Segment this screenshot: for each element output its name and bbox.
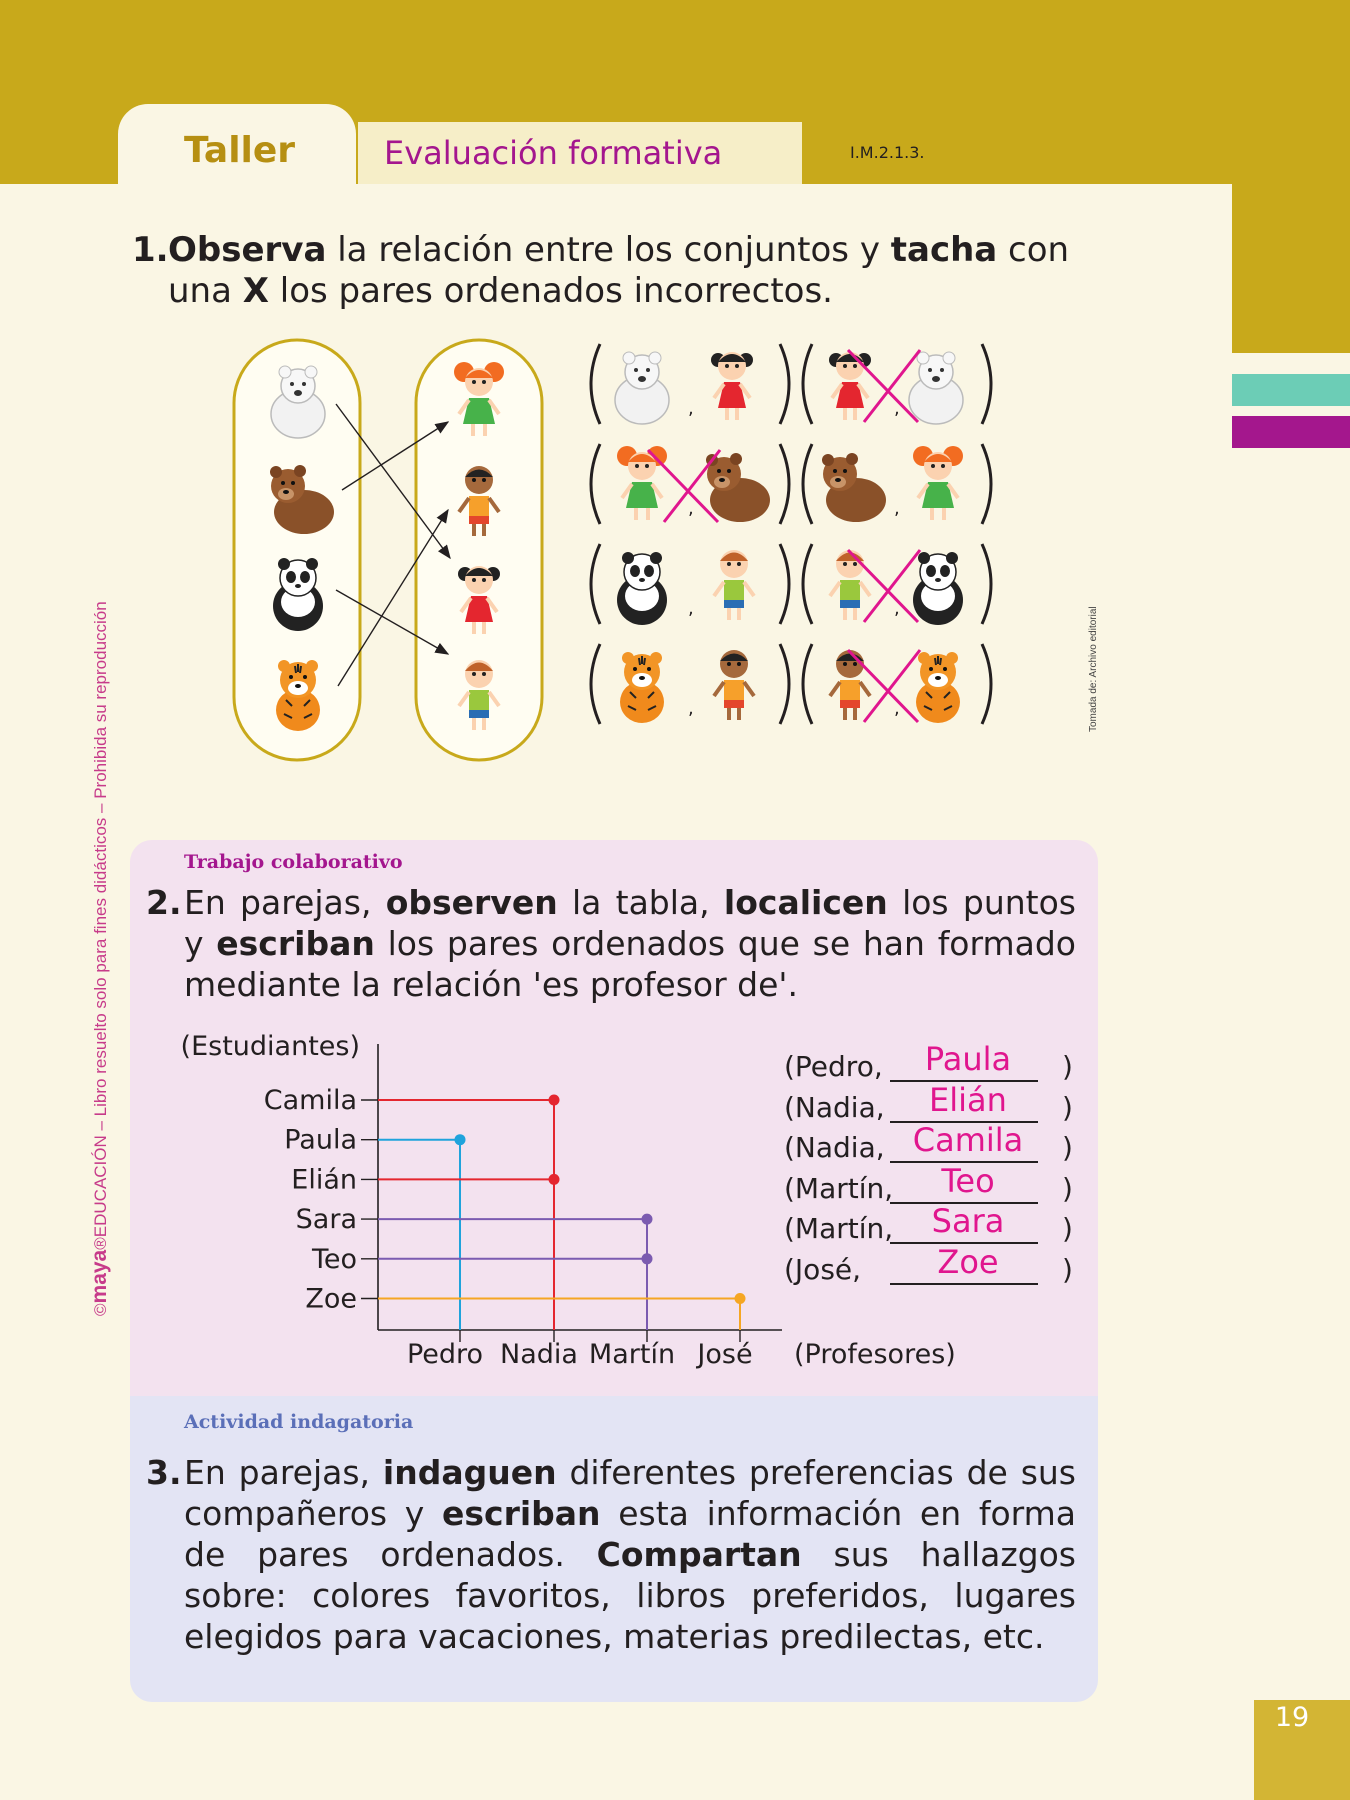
pair-answer[interactable]: Zoe xyxy=(937,1242,999,1281)
svg-text:,: , xyxy=(894,398,900,419)
text-span: diferentes preferencias de sus compañeros y xyxy=(184,1453,1077,1533)
ordered-pair xyxy=(591,544,789,625)
y-axis-label: (Estudiantes) xyxy=(180,1031,360,1062)
svg-text:,: , xyxy=(894,498,900,519)
svg-text:,: , xyxy=(688,598,694,619)
text-span: la relación entre los conjuntos y xyxy=(326,230,891,270)
question-number: 1. xyxy=(132,230,169,270)
question-number: 2. xyxy=(146,883,182,922)
text-span: los puntos y xyxy=(184,883,1076,963)
svg-text:,: , xyxy=(894,598,900,619)
keyword: Observa xyxy=(168,230,327,270)
ordered-pair xyxy=(591,644,789,724)
ordered-pair xyxy=(803,344,991,424)
svg-text:,: , xyxy=(688,498,694,519)
text-span: los pares ordenados que se han formado mediante la relación 'es profesor de'. xyxy=(184,924,1076,1004)
text-span: la tabla, xyxy=(557,883,724,922)
question-2 xyxy=(146,882,1076,1005)
side-band xyxy=(1232,0,1350,353)
pair-answer[interactable]: Elián xyxy=(929,1080,1007,1119)
copyright-suffix: ®EDUCACIÓN – Libro resuelto solo para fines didácticos – Prohibida su reproducción xyxy=(91,601,110,1250)
question-text xyxy=(168,230,1122,312)
copyright-prefix: © xyxy=(91,1303,110,1316)
pair-answer[interactable]: Camila xyxy=(912,1121,1024,1160)
keyword: observen xyxy=(385,883,558,922)
pair-close: ) xyxy=(1062,1252,1073,1286)
pair-answer[interactable]: Teo xyxy=(941,1161,995,1200)
ordered-pair xyxy=(803,644,991,724)
y-tick-label: Elián xyxy=(291,1164,357,1196)
data-point xyxy=(642,1214,653,1225)
brand-logo: maya xyxy=(88,1249,111,1304)
pair-open: (Nadia, xyxy=(784,1131,885,1165)
ordered-pair xyxy=(803,444,991,524)
svg-text:,: , xyxy=(688,398,694,419)
pair-answer[interactable]: Sara xyxy=(931,1202,1005,1241)
pair-answer[interactable]: Paula xyxy=(924,1040,1012,1078)
keyword: localicen xyxy=(723,883,888,922)
collaborative-tag: Trabajo colaborativo xyxy=(184,851,403,873)
teal-stripe xyxy=(1232,374,1350,406)
text-span: los pares ordenados incorrectos. xyxy=(268,271,833,311)
keyword: tacha xyxy=(890,230,998,270)
y-tick-label: Zoe xyxy=(305,1283,357,1315)
text-span: sus hallazgos sobre: colores favoritos, libros preferidos, lugares elegidos para vacaciones, materias predilectas, etc. xyxy=(184,1535,1076,1656)
answer-line xyxy=(890,1283,1038,1285)
section-label: Evaluación formativa xyxy=(384,134,723,172)
x-tick-label: Martín xyxy=(588,1339,676,1370)
question-1 xyxy=(132,230,1122,312)
keyword: escriban xyxy=(216,924,375,963)
keyword: X xyxy=(242,271,269,311)
x-axis-label: (Profesores) xyxy=(794,1339,956,1370)
data-point xyxy=(549,1174,560,1185)
sets-diagram xyxy=(230,336,1010,776)
x-tick-label: Nadia xyxy=(500,1339,578,1370)
pair-close: ) xyxy=(1062,1090,1073,1124)
image-credit: Tomada de: Archivo editorial xyxy=(1088,606,1099,732)
taller-label: Taller xyxy=(184,130,296,171)
pair-open: (José, xyxy=(784,1252,862,1286)
ordered-pair xyxy=(591,444,789,524)
text-span: con una xyxy=(168,230,1070,311)
pair-close: ) xyxy=(1062,1131,1073,1165)
text-span: En parejas, xyxy=(184,883,386,922)
pair-open: (Martín, xyxy=(784,1171,894,1205)
keyword: escriban xyxy=(442,1494,601,1533)
x-tick-label: Pedro xyxy=(406,1339,484,1370)
pair-close: ) xyxy=(1062,1050,1073,1083)
x-tick-label: José xyxy=(697,1339,753,1370)
question-text xyxy=(184,882,1076,1005)
inquiry-tag: Actividad indagatoria xyxy=(184,1411,414,1433)
data-point xyxy=(549,1095,560,1106)
data-point xyxy=(735,1293,746,1304)
y-tick-label: Paula xyxy=(284,1124,357,1156)
magenta-stripe xyxy=(1232,416,1350,448)
svg-text:,: , xyxy=(894,698,900,719)
pair-open: (Nadia, xyxy=(784,1090,885,1124)
keyword: Compartan xyxy=(596,1535,802,1574)
ordered-pair xyxy=(803,544,991,625)
pair-open: (Martín, xyxy=(784,1212,894,1246)
data-point xyxy=(642,1253,653,1264)
question-text xyxy=(184,1452,1076,1657)
page-number: 19 xyxy=(1274,1702,1310,1733)
keyword: indaguen xyxy=(382,1453,557,1492)
question-number: 3. xyxy=(146,1453,182,1492)
copyright-notice xyxy=(88,456,112,1316)
relation-chart xyxy=(150,1030,970,1384)
pair-open: (Pedro, xyxy=(784,1050,883,1083)
y-tick-label: Camila xyxy=(263,1085,357,1116)
pair-close: ) xyxy=(1062,1171,1073,1205)
y-tick-label: Teo xyxy=(311,1243,357,1275)
text-span: esta información en forma de pares ordenados. xyxy=(184,1494,1076,1574)
y-tick-label: Sara xyxy=(295,1204,357,1236)
indicator-code: I.M.2.1.3. xyxy=(850,143,925,162)
tiger-icon xyxy=(276,660,320,731)
text-span: En parejas, xyxy=(184,1453,383,1492)
ordered-pair xyxy=(591,344,789,424)
svg-text:,: , xyxy=(688,698,694,719)
pair-close: ) xyxy=(1062,1212,1073,1246)
question-3 xyxy=(146,1452,1076,1657)
data-point xyxy=(455,1134,466,1145)
